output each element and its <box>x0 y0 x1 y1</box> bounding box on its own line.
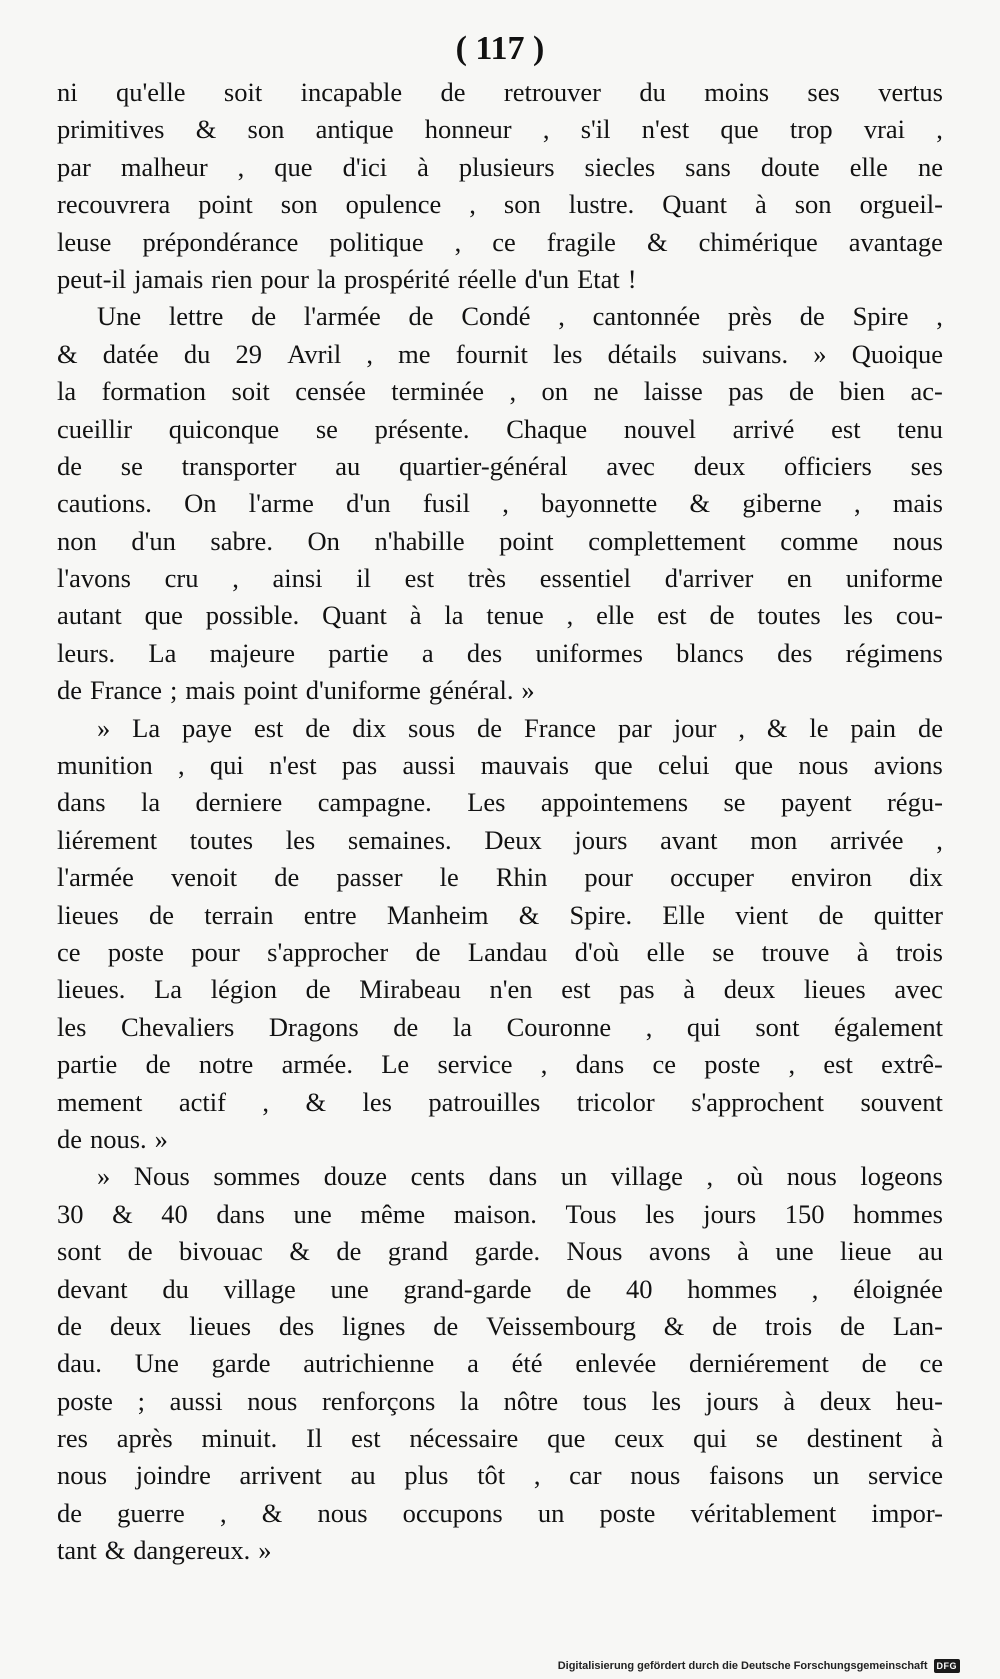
text-line: dau. Une garde autrichienne a été enlevée derniérement de ce <box>57 1348 943 1379</box>
text-line: recouvrera point son opulence , son lustre. Quant à son orgueil- <box>57 189 943 220</box>
text-line: tant & dangereux. » <box>57 1535 272 1566</box>
text-line: leuse prépondérance politique , ce fragile & chimérique avantage <box>57 226 943 257</box>
text-line: Une lettre de l'armée de Condé , cantonnée près de Spire , <box>97 301 943 332</box>
text-line: poste ; aussi nous renforçons la nôtre tous les jours à deux heu- <box>57 1385 943 1416</box>
page-number: ( 117 ) <box>455 30 545 67</box>
text-line: partie de notre armée. Le service , dans ce poste , est extrê- <box>57 1049 943 1080</box>
text-line: dans la derniere campagne. Les appointemens se payent régu- <box>57 787 943 818</box>
text-line: liérement toutes les semaines. Deux jours avant mon arrivée , <box>57 824 943 855</box>
text-line: de se transporter au quartier-général avec deux officiers ses <box>57 450 943 481</box>
text-line: cueillir quiconque se présente. Chaque nouvel arrivé est tenu <box>57 413 943 444</box>
text-line: autant que possible. Quant à la tenue , elle est de toutes les cou- <box>57 600 943 631</box>
text-line: non d'un sabre. On n'habille point complettement comme nous <box>57 525 943 556</box>
text-line: lieues de terrain entre Manheim & Spire. Elle vient de quitter <box>57 899 943 930</box>
text-line: » Nous sommes douze cents dans un village , où nous logeons <box>97 1161 943 1192</box>
text-line: mement actif , & les patrouilles tricolor s'approchent souvent <box>57 1086 943 1117</box>
text-line: les Chevaliers Dragons de la Couronne , qui sont également <box>57 1011 943 1042</box>
text-line: peut-il jamais rien pour la prospérité réelle d'un Etat ! <box>57 263 637 294</box>
text-line: res après minuit. Il est nécessaire que ceux qui se destinent à <box>57 1423 943 1454</box>
text-line: de deux lieues des lignes de Veissembourg & de trois de Lan- <box>57 1310 943 1341</box>
text-line: de nous. » <box>57 1123 168 1154</box>
digitization-credit <box>558 1659 960 1673</box>
text-line: nous joindre arrivent au plus tôt , car nous faisons un service <box>57 1460 943 1491</box>
text-line: de France ; mais point d'uniforme général. » <box>57 675 535 706</box>
text-line: ce poste pour s'approcher de Landau d'où elle se trouve à trois <box>57 936 943 967</box>
text-line: & datée du 29 Avril , me fournit les détails suivans. » Quoique <box>57 338 943 369</box>
text-line: l'armée venoit de passer le Rhin pour occuper environ dix <box>57 862 943 893</box>
body-text <box>57 74 943 1570</box>
text-line: ni qu'elle soit incapable de retrouver du moins ses vertus <box>57 77 943 107</box>
text-line: » La paye est de dix sous de France par jour , & le pain de <box>97 712 943 743</box>
text-line: la formation soit censée terminée , on ne laisse pas de bien ac- <box>57 376 943 407</box>
text-line: l'avons cru , ainsi il est très essentiel d'arriver en uniforme <box>57 563 943 594</box>
text-line: lieues. La légion de Mirabeau n'en est pas à deux lieues avec <box>57 974 943 1005</box>
text-line: munition , qui n'est pas aussi mauvais que celui que nous avions <box>57 750 943 781</box>
text-line: leurs. La majeure partie a des uniformes blancs des régimens <box>57 637 943 668</box>
text-line: par malheur , que d'ici à plusieurs siecles sans doute elle ne <box>57 151 943 182</box>
text-line: sont de bivouac & de grand garde. Nous avons à une lieue au <box>57 1236 943 1267</box>
text-line: cautions. On l'arme d'un fusil , bayonnette & giberne , mais <box>57 488 943 519</box>
dfg-logo-icon: DFG <box>934 1659 961 1673</box>
text-line: de guerre , & nous occupons un poste véritablement impor- <box>57 1497 943 1528</box>
text-line: devant du village une grand-garde de 40 hommes , éloignée <box>57 1273 943 1304</box>
text-line: 30 & 40 dans une même maison. Tous les jours 150 hommes <box>57 1198 943 1229</box>
credit-text: Digitalisierung gefördert durch die Deutsche Forschungsgemeinschaft <box>557 1660 928 1672</box>
text-line: primitives & son antique honneur , s'il n'est que trop vrai , <box>57 114 943 145</box>
